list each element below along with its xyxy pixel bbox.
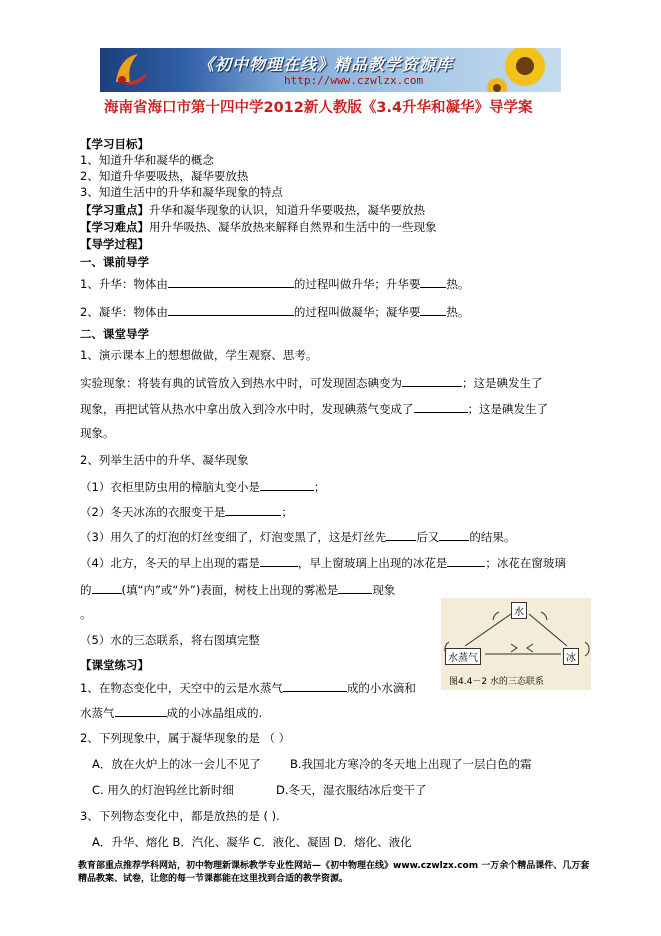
pre-q1-text: 的过程叫做升华；升华要 [293, 277, 421, 291]
goals-heading: 【学习目标】 [80, 137, 149, 151]
sub-item-text: （3）用久了的灯泡的灯丝变细了，灯泡变黑了，这是灯丝先 [80, 530, 387, 544]
sub-item-text: 现象 [372, 583, 396, 597]
blank[interactable] [168, 275, 294, 288]
experiment-text: ；这是碘发生了 [467, 402, 548, 416]
practice-q1-text: 成的小冰晶组成的. [166, 706, 263, 720]
footer-note: 教育部重点推荐学科网站，初中物理新课标教学专业性网站—《初中物理在线》www.czwlzx.com 一万余个精品课件、几万套精品教案、试卷，让您的每一节课都能在这里找到合适的教学资源。 [78, 861, 590, 884]
sub-item-text: （2）冬天冰冻的衣服变干是 [80, 505, 226, 519]
process-heading: 【导学过程】 [80, 237, 149, 251]
pre-q2 [80, 303, 469, 320]
sub-item-4 [80, 554, 566, 571]
banner-url: http://www.czwlzx.com [284, 74, 424, 87]
sub-item-text: 的 [80, 583, 92, 597]
option-a[interactable]: A．放在火炉上的冰一会儿不见了 [92, 757, 261, 771]
experiment-text: ；这是碘发生了 [462, 376, 543, 390]
experiment-line-2 [80, 400, 548, 417]
state-vapor: 水蒸气 [445, 648, 481, 665]
sub-item-text: 后又 [416, 530, 440, 544]
sub-item-text: 的结果。 [469, 530, 516, 544]
sub-item-text: （4）北方，冬天的早上出现的霜是 [80, 556, 260, 570]
difficulty-text: 用升华吸热、凝华放热来解释自然界和生活中的一些现象 [149, 220, 437, 234]
state-water: 水 [511, 602, 527, 619]
key-point [80, 202, 425, 218]
practice-heading: 【课堂练习】 [80, 658, 149, 672]
key-point-text: 升华和凝华现象的认识，知道升华要吸热，凝华要放热 [149, 203, 425, 217]
blank[interactable] [92, 581, 122, 594]
practice-q1 [80, 679, 416, 696]
sub-item-2 [80, 503, 293, 520]
practice-q1-cont [80, 704, 262, 721]
sub-item-text: ； [313, 480, 326, 494]
class-item-1: 1、演示课本上的想想做做，学生观察、思考。 [80, 348, 318, 362]
blank[interactable] [225, 503, 281, 516]
pre-q1-text: 1、升华：物体由 [80, 277, 168, 291]
sub-item-5: （5）水的三态联系，将右图填完整 [80, 633, 260, 647]
sub-item-text: (填“内”或“外”)表面，树枝上出现的雾凇是 [121, 583, 339, 597]
sub-item-3 [80, 528, 515, 545]
sub-item-text: ；冰花在窗玻璃 [485, 556, 566, 570]
practice-q1-text: 水蒸气 [80, 706, 115, 720]
option-d[interactable]: D.冬天，湿衣服结冰后变干了 [276, 783, 427, 797]
blank[interactable] [420, 303, 446, 316]
practice-q3-options[interactable]: A．升华、熔化 B．汽化、凝华 C．液化、凝固 D．熔化、液化 [92, 835, 412, 849]
practice-q3: 3、下列物态变化中，都是放热的是 ( ). [80, 809, 280, 823]
sub-item-text: ； [281, 505, 293, 519]
state-ice: 冰 [563, 648, 579, 665]
blank[interactable] [402, 374, 462, 387]
three-states-diagram [441, 598, 591, 690]
experiment-line-1 [80, 374, 543, 391]
experiment-text: 现象，再把试管从热水中拿出放入到冷水中时，发现碘蒸气变成了 [80, 402, 414, 416]
class-item-2: 2、列举生活中的升华、凝华现象 [80, 453, 249, 467]
blank[interactable] [283, 679, 347, 692]
blank[interactable] [386, 528, 416, 541]
pre-q2-text: 2、凝华：物体由 [80, 305, 168, 319]
pre-q1-text: 热。 [446, 277, 470, 291]
blank[interactable] [115, 704, 167, 717]
pre-q1 [80, 275, 469, 292]
blank[interactable] [420, 275, 446, 288]
header-banner [100, 48, 561, 92]
difficulty-heading: 【学习难点】 [80, 220, 149, 234]
blank[interactable] [338, 581, 372, 594]
pre-heading: 一、课前导学 [80, 255, 149, 269]
blank[interactable] [260, 554, 298, 567]
practice-q1-text: 成的小水滴和 [346, 681, 416, 695]
sunflower-icon [485, 48, 555, 92]
blank[interactable] [439, 528, 469, 541]
diagram-caption: 图4.4－2 水的三态联系 [449, 677, 544, 687]
option-b[interactable]: B.我国北方寒冷的冬天地上出现了一层白色的霜 [290, 757, 532, 771]
experiment-text: 实验现象：将装有典的试管放入到热水中时，可发现固态碘变为 [80, 376, 402, 390]
banner-title: 《初中物理在线》精品教学资源库 [198, 55, 454, 74]
sub-item-4-cont [80, 581, 395, 598]
site-logo-icon [108, 52, 150, 88]
blank[interactable] [168, 303, 294, 316]
sub-item-1 [80, 478, 325, 495]
difficulty [80, 219, 437, 235]
practice-q1-text: 1、在物态变化中，天空中的云是水蒸气 [80, 681, 283, 695]
experiment-line-3: 现象。 [80, 426, 115, 440]
blank[interactable] [260, 478, 314, 491]
goal-item: 1、知道升华和凝华的概念 [80, 153, 214, 167]
blank[interactable] [414, 400, 468, 413]
practice-q2: 2、下列现象中，属于凝华现象的是 （ ） [80, 731, 291, 745]
blank[interactable] [447, 554, 485, 567]
document-title: 海南省海口市第十四中学2012新人教版《3.4升华和凝华》导学案 [104, 100, 533, 116]
pre-q2-text: 热。 [446, 305, 470, 319]
sub-item-text: ，早上窗玻璃上出现的冰花是 [297, 556, 448, 570]
key-point-heading: 【学习重点】 [80, 203, 149, 217]
goal-item: 2、知道升华要吸热，凝华要放热 [80, 169, 249, 183]
class-heading: 二、课堂导学 [80, 327, 149, 341]
sub-item-text: （1）衣柜里防虫用的樟脑丸变小是 [80, 480, 260, 494]
option-c[interactable]: C. 用久的灯泡钨丝比新时细 [92, 783, 234, 797]
goal-item: 3、知道生活中的升华和凝华现象的特点 [80, 185, 283, 199]
sub-item-4-end: 。 [80, 607, 92, 621]
pre-q2-text: 的过程叫做凝华；凝华要 [293, 305, 421, 319]
